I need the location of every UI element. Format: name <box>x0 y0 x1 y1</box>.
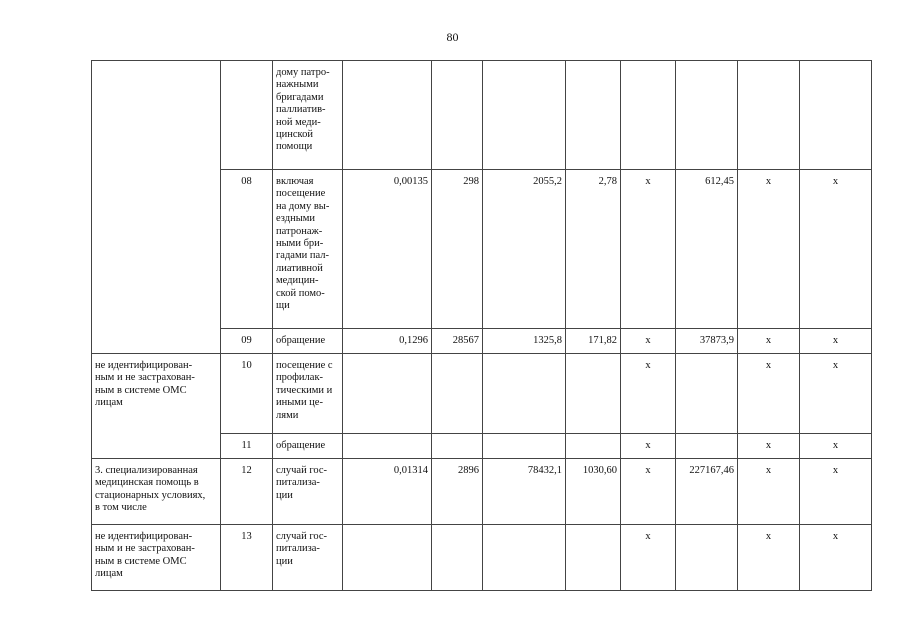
row-per-capita <box>566 354 621 434</box>
row-code: 12 <box>221 459 273 525</box>
row-col9 <box>738 61 800 170</box>
row-per-capita: 2,78 <box>566 170 621 329</box>
row-per-capita <box>566 434 621 459</box>
row-col10: х <box>800 525 872 591</box>
unit-text: случай гос- питализа- ции <box>276 465 328 501</box>
row-unit <box>273 170 343 329</box>
row-col9: х <box>738 354 800 434</box>
row-col7: х <box>621 459 676 525</box>
row-code: 09 <box>221 329 273 354</box>
unit-text: обращение <box>276 440 326 451</box>
row-col7: х <box>621 329 676 354</box>
row-count: 2896 <box>432 459 483 525</box>
row-col7: х <box>621 434 676 459</box>
row-unit <box>273 459 343 525</box>
row-cost: 78432,1 <box>483 459 566 525</box>
row-col10: х <box>800 170 872 329</box>
row-col10: х <box>800 434 872 459</box>
row-col10 <box>800 61 872 170</box>
table-row <box>92 459 872 525</box>
row-cost: 2055,2 <box>483 170 566 329</box>
row-norm <box>343 434 432 459</box>
table-row <box>92 61 872 170</box>
row-per-capita <box>566 61 621 170</box>
row-unit <box>273 354 343 434</box>
row-category: 3. специализированная медицинская помощь в стационарных условиях, в том числе <box>92 459 221 525</box>
unit-text: дому патро- нажными бригадами паллиатив- ной меди- цинской помощи <box>276 67 330 153</box>
row-col8 <box>676 434 738 459</box>
row-code <box>221 61 273 170</box>
unit-text: обращение <box>276 335 326 346</box>
row-unit <box>273 525 343 591</box>
row-col8: 227167,46 <box>676 459 738 525</box>
row-unit <box>273 434 343 459</box>
row-norm <box>343 525 432 591</box>
row-col8: 612,45 <box>676 170 738 329</box>
row-col9: х <box>738 525 800 591</box>
row-col9: х <box>738 329 800 354</box>
row-category: не идентифицирован- ным и не застрахован- ным в системе ОМС лицам <box>92 525 221 591</box>
row-count <box>432 525 483 591</box>
row-per-capita: 171,82 <box>566 329 621 354</box>
row-col8: 37873,9 <box>676 329 738 354</box>
row-col7: х <box>621 525 676 591</box>
page-number: 80 <box>446 30 459 44</box>
row-cost <box>483 434 566 459</box>
row-col7 <box>621 61 676 170</box>
row-count <box>432 61 483 170</box>
unit-text: случай гос- питализа- ции <box>276 531 328 567</box>
row-unit <box>273 61 343 170</box>
row-col8 <box>676 354 738 434</box>
row-col8 <box>676 525 738 591</box>
row-cost: 1325,8 <box>483 329 566 354</box>
row-cost <box>483 354 566 434</box>
row-col10: х <box>800 329 872 354</box>
unit-text: посещение с профилак- тическими и иными це- лями <box>276 360 333 421</box>
row-col9: х <box>738 434 800 459</box>
row-norm: 0,00135 <box>343 170 432 329</box>
row-per-capita: 1030,60 <box>566 459 621 525</box>
row-col8 <box>676 61 738 170</box>
row-norm: 0,01314 <box>343 459 432 525</box>
row-per-capita <box>566 525 621 591</box>
row-code: 10 <box>221 354 273 434</box>
row-norm <box>343 61 432 170</box>
row-col10: х <box>800 459 872 525</box>
row-unit <box>273 329 343 354</box>
table-row <box>92 525 872 591</box>
row-count <box>432 354 483 434</box>
row-col7: х <box>621 170 676 329</box>
row-col7: х <box>621 354 676 434</box>
row-cost <box>483 525 566 591</box>
unit-text: включая посещение на дому вы- ездными патронаж- ными бри- гадами пал- лиативной медицин- ской помо- щи <box>276 176 330 312</box>
row-code: 13 <box>221 525 273 591</box>
row-code: 11 <box>221 434 273 459</box>
row-col9: х <box>738 459 800 525</box>
row-count: 28567 <box>432 329 483 354</box>
row-norm <box>343 354 432 434</box>
data-table <box>91 60 872 591</box>
row-col10: х <box>800 354 872 434</box>
row-col9: х <box>738 170 800 329</box>
row-category <box>92 61 221 354</box>
row-category: не идентифицирован- ным и не застрахован- ным в системе ОМС лицам <box>92 354 221 459</box>
row-count: 298 <box>432 170 483 329</box>
row-cost <box>483 61 566 170</box>
row-norm: 0,1296 <box>343 329 432 354</box>
table-row <box>92 354 872 434</box>
row-count <box>432 434 483 459</box>
row-code: 08 <box>221 170 273 329</box>
